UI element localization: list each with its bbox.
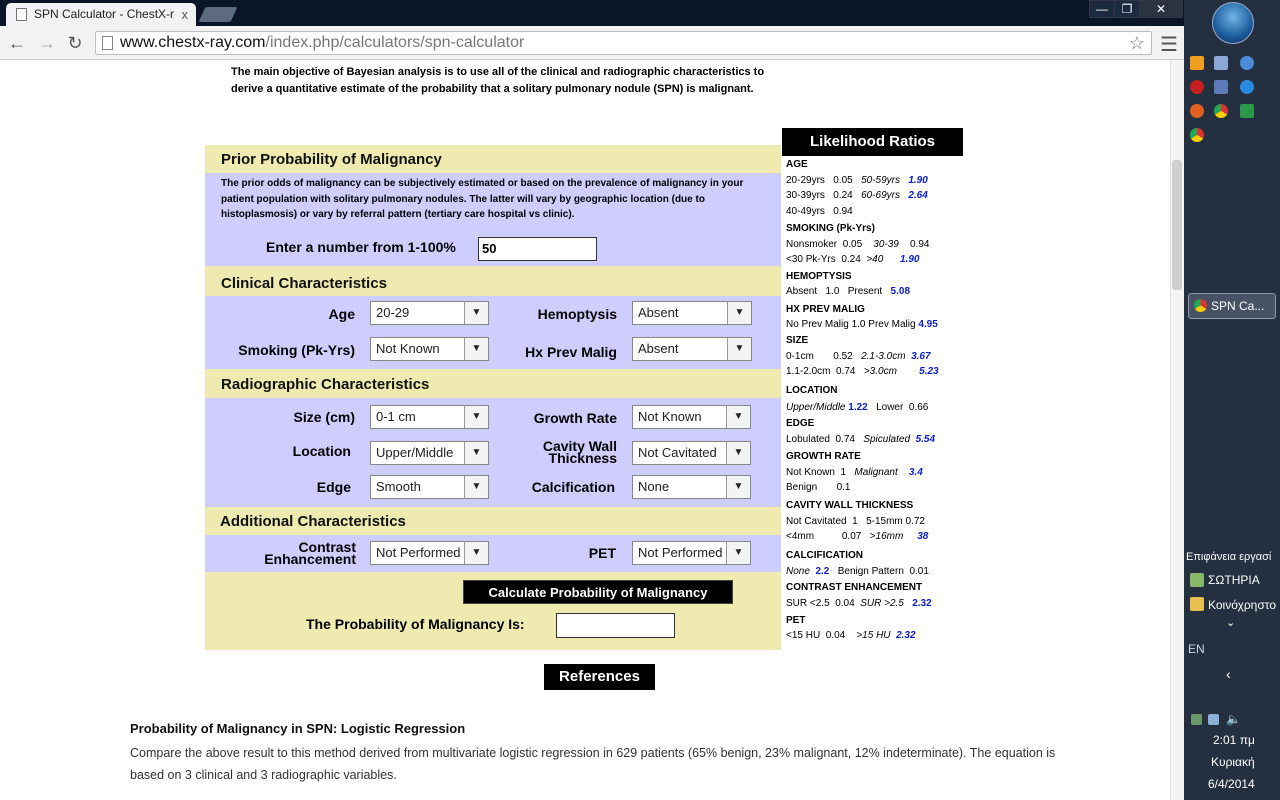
cavity-wall-select[interactable] (632, 441, 751, 465)
folder-icon (1190, 597, 1204, 611)
lr-label: Nonsmoker (786, 239, 838, 250)
firefox-icon[interactable] (1190, 104, 1204, 118)
lr-value: 2.32 (896, 630, 916, 641)
lr-value: 0.94 (910, 239, 930, 250)
lr-label: Upper/Middle (786, 402, 846, 413)
lr-pet-heading: PET (786, 615, 806, 626)
lr-value: 0.04 (825, 630, 846, 641)
lr-smoking-row (786, 254, 919, 266)
hemoptysis-select[interactable] (632, 301, 752, 325)
radiographic-heading: Radiographic Characteristics (221, 376, 430, 393)
network-tray-icon[interactable] (1208, 714, 1219, 725)
lr-value: 1.90 (899, 254, 920, 265)
lr-label: Lobulated (786, 434, 830, 445)
chevron-left-icon[interactable]: ‹ (1226, 666, 1231, 682)
lr-value: 2.2 (815, 566, 830, 577)
age-value: 20-29 (376, 305, 410, 320)
lr-size-row (786, 366, 939, 378)
lr-label: 5-15mm (866, 516, 903, 527)
lr-value: 3.67 (911, 351, 931, 362)
likelihood-ratios-title: Likelihood Ratios (782, 128, 963, 156)
lr-contrast-row (786, 598, 932, 610)
lr-growth-row (786, 467, 923, 479)
lr-value: 0.74 (836, 366, 856, 377)
lr-label: <4mm (786, 531, 815, 542)
lr-growth-row (786, 482, 851, 494)
growth-rate-label: Growth Rate (533, 410, 617, 426)
pet-label: PET (588, 545, 616, 561)
reload-icon[interactable]: ↻ (67, 33, 83, 53)
lr-value: 0.72 (905, 516, 925, 527)
lr-value: 0.24 (841, 254, 861, 265)
clock-time[interactable]: 2:01 πμ (1213, 733, 1255, 747)
additional-heading: Additional Characteristics (220, 513, 406, 530)
browser-tab[interactable] (6, 3, 196, 26)
lr-label: Lower (876, 402, 904, 413)
contrast-select[interactable] (370, 541, 489, 565)
lr-value: 1.0 (825, 286, 840, 297)
chevron-down-icon: ▼ (726, 542, 750, 564)
desktop-item-2[interactable]: Κοινόχρηστο (1208, 598, 1276, 612)
lr-hemoptysis-row (786, 286, 910, 298)
chevron-down-icon: ▼ (464, 302, 488, 324)
hemoptysis-value: Absent (638, 305, 679, 320)
chrome-icon[interactable] (1190, 128, 1204, 142)
lr-age-row (786, 206, 853, 218)
hamburger-menu-icon[interactable]: ☰ (1160, 34, 1178, 56)
chrome-icon[interactable] (1214, 104, 1228, 118)
lr-calc-heading: CALCIFICATION (786, 550, 864, 561)
lr-label: 40-49yrs (786, 206, 825, 217)
tab-close-icon[interactable]: x (181, 7, 188, 22)
intro-text: The main objective of Bayesian analysis is to use all of the clinical and radiographic characteristics to derive a quantitative estimate of the probability that a solitary pulmonary nodule (SPN) is malignant. (231, 66, 765, 95)
chevron-down-icon: ▼ (727, 302, 751, 324)
restore-button[interactable]: ❐ (1114, 0, 1140, 18)
language-indicator[interactable]: EN (1188, 642, 1205, 656)
lr-edge-row (786, 434, 935, 446)
bookmark-star-icon[interactable]: ☆ (1128, 33, 1145, 53)
lr-value: 0.01 (909, 566, 929, 577)
taskbar-chrome-window[interactable] (1188, 293, 1276, 319)
chevron-down-icon: ▼ (464, 442, 488, 464)
lr-hx-heading: HX PREV MALIG (786, 304, 865, 315)
hemoptysis-label: Hemoptysis (537, 306, 617, 322)
chevron-down-icon: ▼ (726, 476, 750, 498)
tray-icon[interactable] (1191, 714, 1202, 725)
lr-label: 30-39 (873, 239, 899, 250)
edge-label: Edge (316, 479, 351, 495)
contrast-value: Not Performed (376, 545, 461, 560)
chevron-down-icon: ▼ (464, 476, 488, 498)
clock-day[interactable]: Κυριακή (1211, 755, 1255, 769)
lr-value: 0.04 (835, 598, 855, 609)
lr-label: SUR <2.5 (786, 598, 830, 609)
internet-explorer-icon[interactable] (1240, 80, 1254, 94)
lr-label: Spiculated (863, 434, 911, 445)
hx-prev-malig-select[interactable] (632, 337, 752, 361)
double-chevron-down-icon[interactable]: ⌄ (1226, 617, 1236, 629)
result-label: The Probability of Malignancy Is: (306, 616, 525, 632)
lr-age-row (786, 175, 928, 187)
lr-value: 2.64 (908, 190, 928, 201)
prior-probability-input[interactable]: 50 (478, 237, 597, 261)
tab-title: SPN Calculator - ChestX-r (34, 7, 175, 21)
calculate-button[interactable]: Calculate Probability of Malignancy (463, 580, 733, 604)
age-label: Age (328, 306, 355, 322)
lr-hemoptysis-heading: HEMOPTYSIS (786, 271, 852, 282)
lr-smoking-row (786, 239, 929, 251)
hx-prev-malig-label: Hx Prev Malig (525, 344, 617, 360)
result-field[interactable] (556, 613, 675, 638)
lr-calc-row (786, 566, 929, 578)
age-select[interactable] (370, 301, 489, 325)
url-host: www.chestx-ray.com (120, 34, 266, 51)
desktop-toolbar-label[interactable]: Επιφάνεια εργασί (1186, 551, 1272, 563)
location-select[interactable] (370, 441, 489, 465)
search-icon[interactable] (1240, 56, 1254, 70)
lr-value: 0.66 (908, 402, 929, 413)
pet-select[interactable] (632, 541, 751, 565)
lr-size-heading: SIZE (786, 335, 809, 346)
windows-taskbar (1184, 0, 1280, 800)
chevron-down-icon: ▼ (726, 406, 750, 428)
lr-label: Not Cavitated (786, 516, 847, 527)
lr-size-row (786, 351, 931, 363)
lr-value: 0.1 (836, 482, 851, 493)
page-icon (102, 36, 113, 50)
contrast-label-line1: Contrast (298, 539, 356, 555)
show-desktop-icon[interactable] (1214, 56, 1228, 70)
lr-label: Benign (786, 482, 818, 493)
lr-growth-heading: GROWTH RATE (786, 451, 861, 462)
lr-cavity-heading: CAVITY WALL THICKNESS (786, 500, 914, 511)
chevron-down-icon: ▼ (464, 542, 488, 564)
lr-value: 0.05 (833, 175, 853, 186)
clock-date[interactable]: 6/4/2014 (1208, 777, 1255, 791)
lr-label: >15 HU (856, 630, 891, 641)
smoking-select[interactable] (370, 337, 489, 361)
address-bar[interactable] (95, 31, 1152, 55)
lr-location-row (786, 402, 928, 414)
chevron-down-icon: ▼ (726, 442, 750, 464)
window-close-button[interactable]: ✕ (1139, 0, 1183, 18)
references-button[interactable]: References (544, 664, 655, 690)
lr-value: 0.74 (835, 434, 855, 445)
lr-value: 1 (840, 467, 847, 478)
page-favicon-icon (16, 8, 27, 21)
growth-rate-select[interactable] (632, 405, 751, 429)
calcification-select[interactable] (632, 475, 751, 499)
size-label: Size (cm) (293, 409, 355, 425)
contrast-label (235, 541, 356, 565)
lr-value: 5.54 (915, 434, 936, 445)
lr-value: 0.94 (833, 206, 853, 217)
lr-label: Absent (786, 286, 818, 297)
growth-rate-value: Not Known (638, 409, 702, 424)
smoking-label: Smoking (Pk-Yrs) (238, 342, 355, 358)
lr-label: SUR >2.5 (860, 598, 904, 609)
url-path: /index.php/calculators/spn-calculator (265, 34, 525, 51)
minimize-button[interactable]: — (1089, 0, 1115, 18)
logistic-regression-heading: Probability of Malignancy in SPN: Logistic Regression (130, 721, 466, 736)
location-value: Upper/Middle (376, 445, 454, 460)
lr-label: 2.1-3.0cm (861, 351, 906, 362)
lr-label: 60-69yrs (861, 190, 900, 201)
lr-smoking-heading: SMOKING (Pk-Yrs) (786, 223, 875, 234)
lr-value: 1.0 (851, 319, 866, 330)
lr-label: >16mm (869, 531, 904, 542)
lr-label: Not Known (786, 467, 835, 478)
network-icon[interactable] (1214, 80, 1228, 94)
lr-value: 0.24 (833, 190, 853, 201)
opera-icon[interactable] (1190, 80, 1204, 94)
lr-label: None (786, 566, 810, 577)
lr-label: 50-59yrs (861, 175, 900, 186)
lr-label: No Prev Malig (786, 319, 849, 330)
prior-heading: Prior Probability of Malignancy (221, 151, 442, 168)
lr-label: >3.0cm (863, 366, 897, 377)
lr-value: 5.08 (890, 286, 911, 297)
desktop-item-1[interactable]: ΣΩΤΗΡΙΑ (1208, 573, 1260, 587)
lr-label: 0-1cm (786, 351, 814, 362)
lr-value: 0.05 (842, 239, 863, 250)
lr-age-row (786, 190, 928, 202)
cavity-wall-label (500, 440, 617, 464)
back-arrow-icon[interactable]: ← (8, 33, 26, 53)
app-icon[interactable] (1240, 104, 1254, 118)
lr-label: Present (847, 286, 883, 297)
lr-value: 1 (852, 516, 858, 527)
clinical-heading: Clinical Characteristics (221, 275, 387, 292)
cavity-wall-value: Not Cavitated (638, 445, 717, 460)
lr-pet-row (786, 630, 916, 642)
forward-arrow-icon[interactable]: → (38, 33, 56, 53)
lr-value: 1.90 (908, 175, 928, 186)
edge-value: Smooth (376, 479, 421, 494)
lr-value: 0.07 (841, 531, 862, 542)
chevron-down-icon: ▼ (727, 338, 751, 360)
lr-label: 30-39yrs (786, 190, 825, 201)
chevron-down-icon: ▼ (464, 338, 488, 360)
cavity-label-line1: Cavity Wall (542, 438, 617, 454)
lr-value: 1.22 (848, 402, 868, 413)
lr-value: 0.52 (833, 351, 853, 362)
calcification-label: Calcification (531, 479, 615, 495)
document-icon (1190, 573, 1204, 587)
size-value: 0-1 cm (376, 409, 416, 424)
lr-contrast-heading: CONTRAST ENHANCEMENT (786, 582, 923, 593)
lr-value: 2.32 (912, 598, 932, 609)
contrast-label-line2: Enhancement (264, 551, 356, 567)
chrome-icon (1194, 299, 1207, 312)
size-select[interactable] (370, 405, 489, 429)
lr-label: 1.1-2.0cm (786, 366, 831, 377)
location-label: Location (292, 443, 351, 459)
scrollbar-thumb[interactable] (1172, 160, 1182, 290)
lr-cavity-row (786, 516, 925, 528)
media-player-icon[interactable] (1190, 56, 1204, 70)
lr-label: 20-29yrs (786, 175, 825, 186)
lr-label: <30 Pk-Yrs (786, 254, 836, 265)
lr-location-heading: LOCATION (786, 385, 838, 396)
lr-label: <15 HU (786, 630, 821, 641)
lr-edge-heading: EDGE (786, 418, 815, 429)
windows-start-button[interactable] (1212, 2, 1254, 44)
hx-prev-malig-value: Absent (638, 341, 679, 356)
cavity-label-line2: Thickness (548, 450, 617, 466)
taskbar-window-label: SPN Ca... (1211, 299, 1265, 313)
lr-cavity-row (786, 531, 928, 543)
smoking-value: Not Known (376, 341, 440, 356)
pet-value: Not Performed (638, 545, 723, 560)
lr-value: 4.95 (918, 319, 938, 330)
volume-icon[interactable]: 🔈 (1226, 712, 1241, 726)
calcification-value: None (638, 479, 670, 494)
edge-select[interactable] (370, 475, 489, 499)
lr-hx-row (786, 319, 938, 331)
lr-label: Malignant (854, 467, 898, 478)
logistic-regression-text: Compare the above result to this method derived from multivariate logistic regression in 629 patients (65% benign, 23% malignant, 12% indeterminate). The equation is based on 3 clinical and 3 radiographic variables. (130, 746, 1056, 782)
lr-value: 5.23 (919, 366, 939, 377)
lr-value: 3.4 (908, 467, 923, 478)
lr-label: >40 (866, 254, 884, 265)
lr-value: 38 (917, 531, 929, 542)
lr-label: Benign Pattern (837, 566, 904, 577)
chevron-down-icon: ▼ (464, 406, 488, 428)
lr-age-heading: AGE (786, 159, 808, 170)
prior-input-label: Enter a number from 1-100% (266, 239, 456, 255)
prior-description: The prior odds of malignancy can be subjectively estimated or based on the prevalence of malignancy in your patient population with solitary pulmonary nodules. The latter will vary by geographic location (due to histoplasmosis) or vary by referral pattern (tertiary care hospital vs clinic). (221, 178, 744, 220)
lr-label: Prev Malig (868, 319, 916, 330)
